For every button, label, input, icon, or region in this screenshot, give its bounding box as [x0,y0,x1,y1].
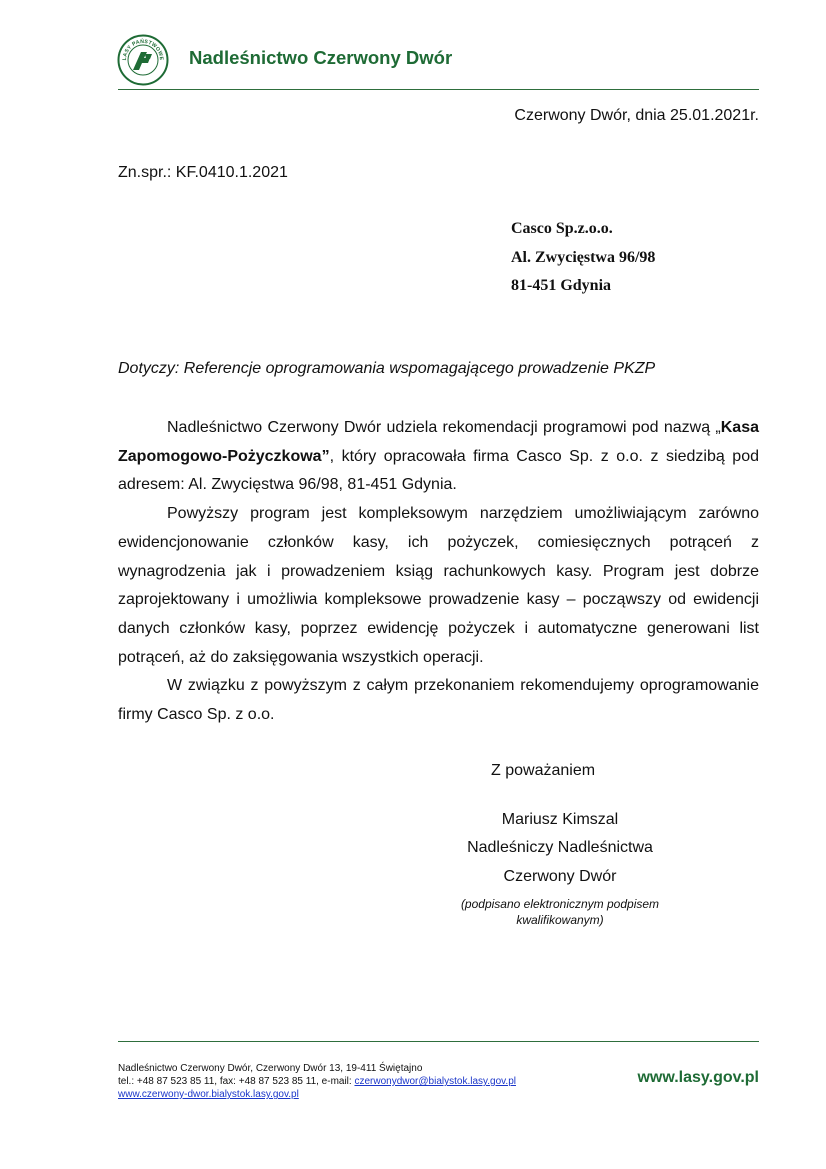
reference-number: Zn.spr.: KF.0410.1.2021 [118,164,288,181]
lasy-url: www.lasy.gov.pl [637,1069,759,1086]
lasy-panstwowe-logo [117,34,169,86]
signature-note: (podpisano elektronicznym podpisem kwalifikowanym) [460,897,660,927]
recipient-street: Al. Zwycięstwa 96/98 [511,249,656,266]
product-name: Kasa Zapomogowo-Pożyczkowa” [118,419,759,465]
signatory-title: Nadleśniczy Nadleśnictwa [467,839,653,856]
footer-website-link[interactable]: www.czerwony-dwor.bialystok.lasy.gov.pl [118,1089,299,1100]
footer-address: Nadleśnictwo Czerwony Dwór, Czerwony Dwór 13, 19-411 Świętajno [118,1063,423,1074]
letter-body [118,414,759,730]
footer-divider [118,1041,759,1042]
place-and-date: Czerwony Dwór, dnia 25.01.2021r. [514,107,759,124]
organization-name: Nadleśnictwo Czerwony Dwór [189,47,453,68]
letter-subject: Dotyczy: Referencje oprogramowania wspomagającego prowadzenie PKZP [118,360,656,377]
recipient-company: Casco Sp.z.o.o. [511,220,613,237]
signatory-name: Mariusz Kimszal [501,811,619,828]
paragraph-conclusion: W związku z powyższym z całym przekonaniem rekomendujemy oprogramowanie firmy Casco Sp. z o.o. [118,677,759,724]
header-divider [118,89,759,90]
footer-phone-line: tel.: +48 87 523 85 11, fax: +48 87 523 85 11, e-mail: czerwonydwor@bialystok.lasy.gov.pl [118,1076,516,1087]
svg-text:LASY PAŃSTWOWE: LASY PAŃSTWOWE [121,38,165,61]
closing-phrase: Z poważaniem [491,762,596,779]
footer-contact [118,1062,516,1101]
paragraph-recommendation: Nadleśnictwo Czerwony Dwór udziela rekomendacji programowi pod nazwą „Kasa Zapomogowo-Pożyczkowa”, który opracowała firma Casco Sp. z o.o. z siedzibą pod adresem: Al. Zwycięstwa 96/98, 81-451 Gdynia. [118,419,759,494]
recipient-city: 81-451 Gdynia [511,277,612,294]
paragraph-description: Powyższy program jest kompleksowym narzędziem umożliwiającym zarówno ewidencjonowanie członków kasy, ich pożyczek, comiesięcznych potrąceń z wynagrodzenia jak i prowadzeniem ksiąg rachunkowych kasy. Program jest dobrze zaprojektowany i umożliwia kompleksowe prowadzenie kasy – począwszy od ewidencji danych członków kasy, poprzez ewidencję pożyczek i automatyczne generowani list potrąceń, aż do zaksięgowania wszystkich operacji. [118,505,759,666]
footer-email-link[interactable]: czerwonydwor@bialystok.lasy.gov.pl [354,1076,516,1087]
signatory-unit: Czerwony Dwór [503,868,617,885]
